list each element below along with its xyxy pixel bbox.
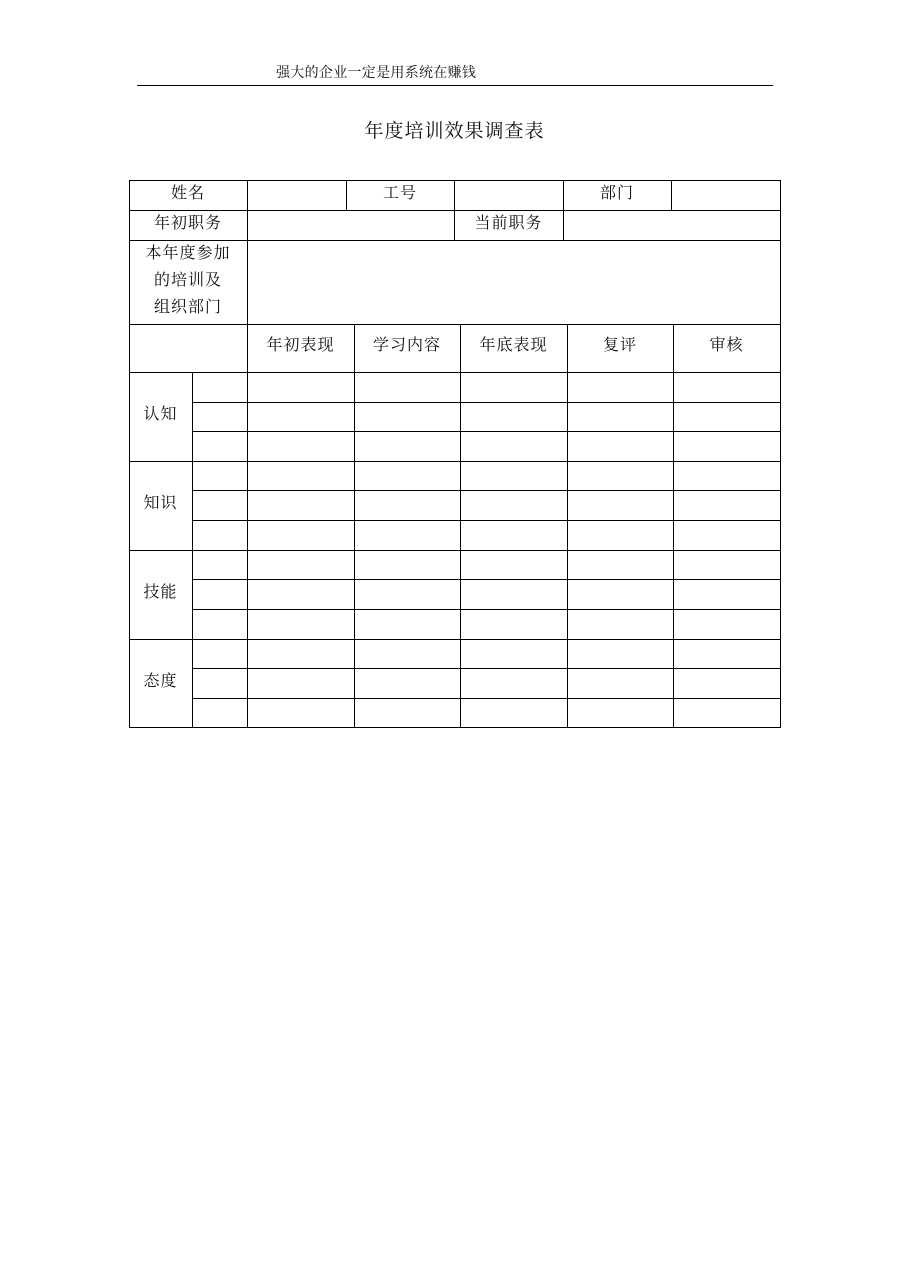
department-label: 部门 — [599, 182, 634, 202]
row-divider — [129, 240, 781, 241]
column-divider — [563, 180, 564, 240]
column-header-learning-content: 学习内容 — [372, 334, 441, 354]
category-attitude: 态度 — [143, 670, 178, 690]
category-skills: 技能 — [143, 581, 178, 601]
table-border-left — [129, 180, 130, 728]
column-divider — [671, 180, 672, 210]
start-position-field[interactable] — [247, 210, 454, 240]
column-divider — [454, 180, 455, 240]
column-divider — [192, 372, 193, 728]
row-divider — [192, 431, 781, 432]
header-slogan: 强大的企业一定是用系统在赚钱 — [276, 65, 477, 81]
row-divider — [129, 372, 781, 373]
column-divider — [354, 324, 355, 728]
column-header-start-performance: 年初表现 — [266, 334, 335, 354]
column-divider — [567, 324, 568, 728]
current-position-label: 当前职务 — [474, 212, 543, 232]
row-divider — [129, 210, 781, 211]
employee-id-field[interactable] — [454, 181, 563, 210]
trainings-label-line-1: 本年度参加 — [145, 242, 231, 262]
document-title: 年度培训效果调查表 — [364, 120, 545, 142]
column-divider — [346, 180, 347, 210]
start-position-label: 年初职务 — [153, 212, 222, 232]
row-divider — [192, 402, 781, 403]
table-border-top — [129, 180, 781, 181]
row-divider — [192, 609, 781, 610]
trainings-attended-label — [129, 237, 247, 321]
trainings-attended-field[interactable] — [247, 240, 780, 324]
row-divider — [129, 324, 781, 325]
column-divider — [673, 324, 674, 728]
column-header-approval: 审核 — [709, 334, 744, 354]
table-border-bottom — [129, 727, 781, 728]
row-divider — [192, 579, 781, 580]
row-divider — [192, 668, 781, 669]
row-divider — [192, 490, 781, 491]
category-cognition: 认知 — [143, 403, 178, 423]
row-divider — [129, 461, 781, 462]
current-position-field[interactable] — [563, 210, 780, 240]
row-divider — [192, 520, 781, 521]
employee-id-label: 工号 — [382, 182, 417, 202]
category-knowledge: 知识 — [143, 492, 178, 512]
row-divider — [129, 639, 781, 640]
column-header-corner — [129, 324, 247, 372]
row-divider — [129, 550, 781, 551]
column-header-end-performance: 年底表现 — [479, 334, 548, 354]
column-divider — [460, 324, 461, 728]
column-divider — [247, 180, 248, 728]
name-label: 姓名 — [170, 182, 205, 202]
table-border-right — [780, 180, 781, 728]
row-divider — [192, 698, 781, 699]
trainings-label-line-3: 组织部门 — [153, 296, 222, 316]
trainings-label-line-2: 的培训及 — [153, 269, 222, 289]
column-header-re-evaluation: 复评 — [602, 334, 637, 354]
name-field[interactable] — [247, 181, 346, 210]
department-field[interactable] — [671, 181, 780, 210]
header-divider — [137, 85, 773, 86]
